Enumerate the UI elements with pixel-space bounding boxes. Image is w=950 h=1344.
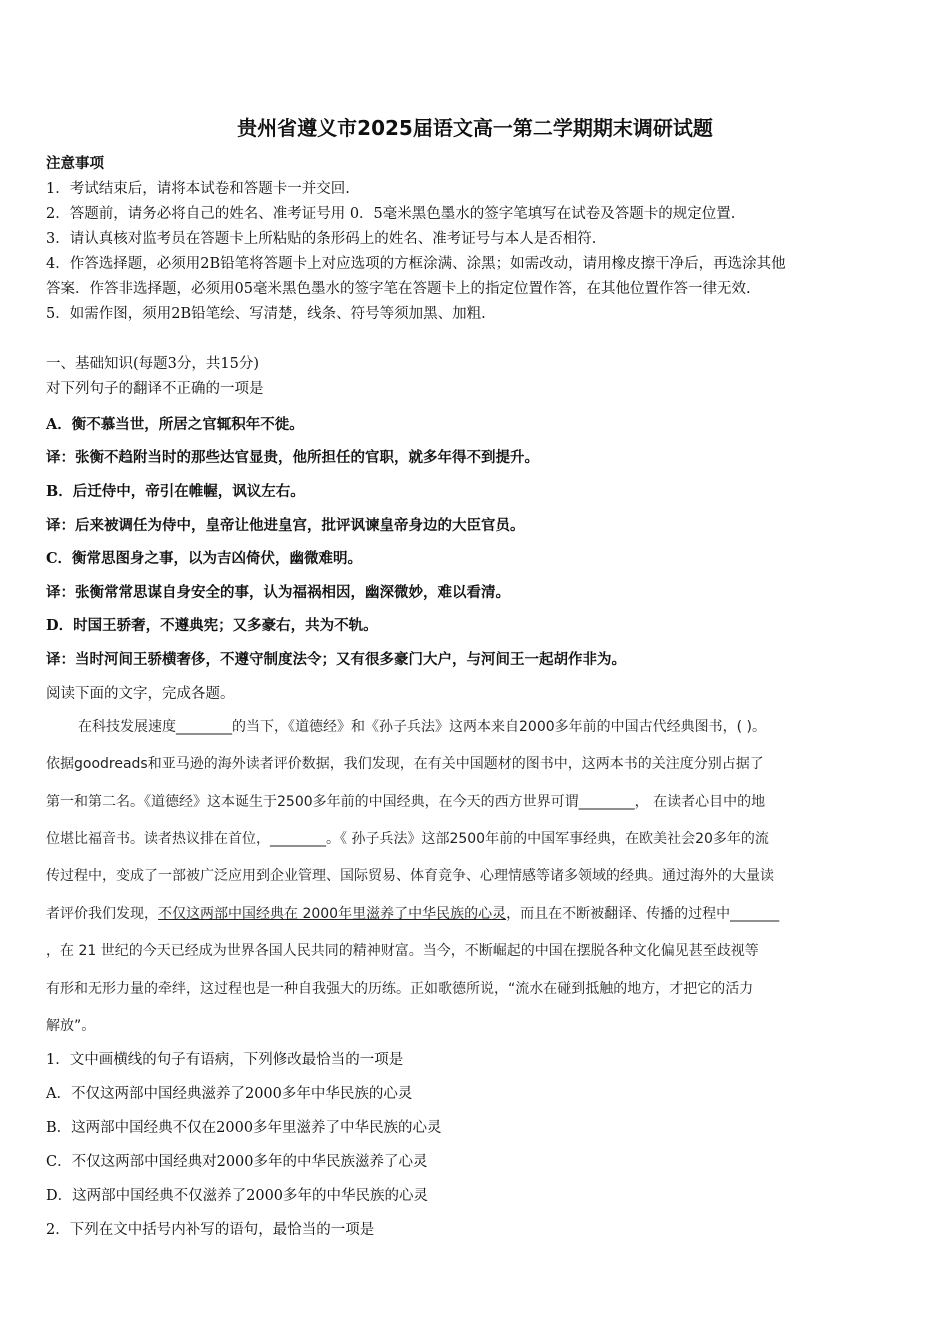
option-text: A．不仅这两部中国经典滋养了2000多年中华民族的心灵 [46,1086,413,1102]
notice-item: 4．作答选择题，必须用2B铅笔将答题卡上对应选项的方框涂满、涂黑；如需改动，请用橡皮擦干净后，再选涂其他 [46,256,786,272]
reading-passage [46,716,906,1036]
translation-text: 译：当时河间王骄横奢侈，不遵守制度法令；又有很多豪门大户，与河间王一起胡作非为。 [46,651,626,668]
translation-text: 译：张衡常常思谋自身安全的事，认为福祸相因，幽深微妙，难以看清。 [46,584,510,601]
reading-intro: 阅读下面的文字，完成各题。 [46,686,235,702]
option-text: D．时国王骄奢，不遵典宪；又多豪右，共为不轨。 [46,617,378,634]
passage-line: 有形和无形力量的牵绊，这过程也是一种自我强大的历练。正如歌德所说，“流水在碰到抵触的地方，才把它的活力 [46,981,754,997]
passage-line: 位堪比福音书。读者热议排在首位，________。《 孙子兵法》这部2500年前的中国军事经典，在欧美社会20多年的流 [46,831,769,847]
passage-line: ，在 21 世纪的今天已经成为世界各国人民共同的精神财富。当今，不断崛起的中国在摆脱各种文化偏见甚至歧视等 [46,943,759,959]
section-heading: 一、基础知识(每题3分，共15分) [46,356,259,372]
page-title: 贵州省遵义市2025届语文高一第二学期期末调研试题 [237,116,713,140]
notice-item: 答案．作答非选择题，必须用05毫米黑色墨水的签字笔在答题卡上的指定位置作答，在其他位置作答一律无效. [46,281,751,297]
option-text: B．这两部中国经典不仅在2000多年里滋养了中华民族的心灵 [46,1120,442,1136]
option-text: C．衡常思图身之事，以为吉凶倚伏，幽微难明。 [46,550,363,567]
passage-line: 解放”。 [46,1018,96,1034]
question-stem: 1．文中画横线的句子有语病，下列修改最恰当的一项是 [46,1052,404,1068]
underlined-sentence: 不仅这两部中国经典在 2000年里滋养了中华民族的心灵 [158,906,507,922]
notice-heading: 注意事项 [46,155,104,172]
option-text: D．这两部中国经典不仅滋养了2000多年的中华民族的心灵 [46,1188,429,1204]
passage-line: 传过程中，变成了一部被广泛应用到企业管理、国际贸易、体育竞争、心理情感等诸多领域的经典。通过海外的大量读 [46,868,774,884]
passage-text: ，而且在不断被翻译、传播的过程中_______ [506,906,780,922]
passage-line [46,903,779,923]
passage-text: 者评价我们发现， [46,906,158,922]
passage-line: 在科技发展速度________的当下，《道德经》和《孙子兵法》这两本来自2000多年前的中国古代经典图书，( )。 [78,719,767,735]
translation-text: 译：后来被调任为侍中，皇帝让他进皇宫，批评讽谏皇帝身边的大臣官员。 [46,517,525,534]
option-text: A．衡不慕当世，所居之官辄积年不徙。 [46,416,304,433]
question-stem: 对下列句子的翻译不正确的一项是 [46,381,264,397]
passage-line: 依据goodreads和亚马逊的海外读者评价数据，我们发现，在有关中国题材的图书中，这两本书的关注度分别占据了 [46,756,764,772]
notice-item: 1．考试结束后，请将本试卷和答题卡一并交回. [46,181,350,197]
notice-item: 3．请认真核对监考员在答题卡上所粘贴的条形码上的姓名、准考证号与本人是否相符. [46,231,597,247]
question-stem: 2．下列在文中括号内补写的语句，最恰当的一项是 [46,1222,375,1238]
option-text: C．不仅这两部中国经典对2000多年的中华民族滋养了心灵 [46,1154,428,1170]
notice-item: 2．答题前，请务必将自己的姓名、准考证号用 0．5毫米黑色墨水的签字笔填写在试卷及答题卡的规定位置. [46,206,736,222]
option-text: B．后迁侍中，帝引在帷幄，讽议左右。 [46,483,305,500]
translation-text: 译：张衡不趋附当时的那些达官显贵，他所担任的官职，就多年得不到提升。 [46,449,539,466]
passage-line: 第一和第二名。《道德经》这本诞生于2500多年前的中国经典，在今天的西方世界可谓________， 在读者心目中的地 [46,794,766,810]
notice-item: 5．如需作图，须用2B铅笔绘、写清楚，线条、符号等须加黑、加粗. [46,306,486,322]
